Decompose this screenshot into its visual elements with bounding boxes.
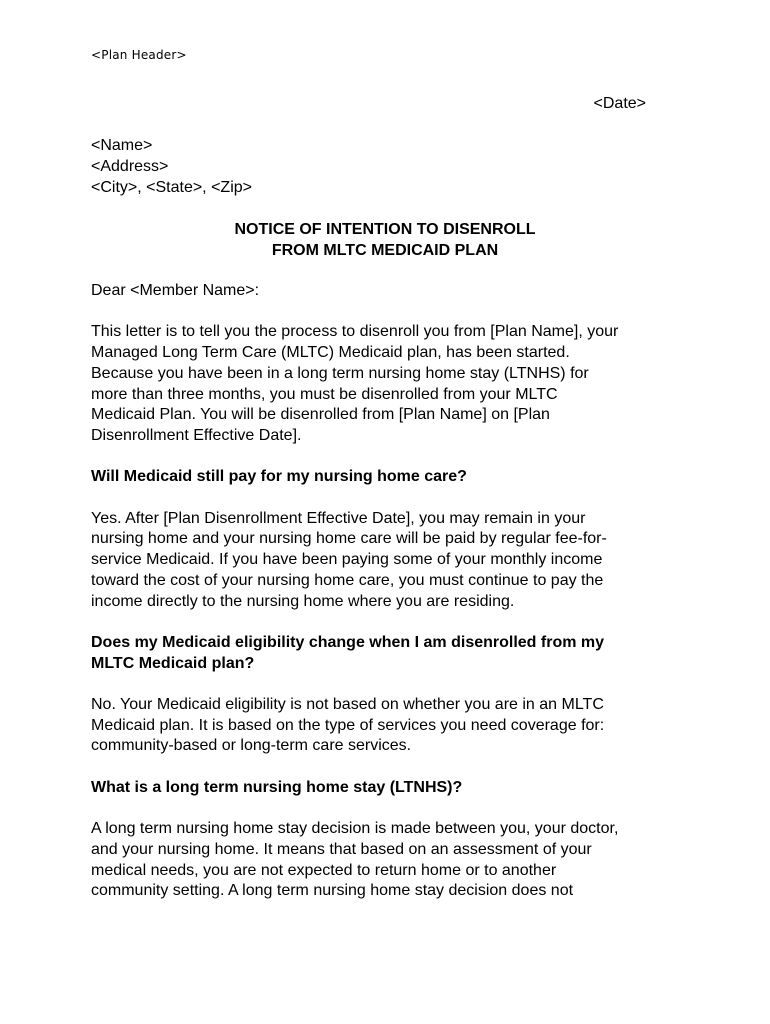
- text-line: more than three months, you must be disenrolled from your MLTC: [91, 385, 558, 403]
- recipient-address: <Address>: [91, 158, 169, 175]
- text-line: No. Your Medicaid eligibility is not based on whether you are in an MLTC: [91, 695, 604, 713]
- text-line: community-based or long-term care services.: [91, 737, 412, 755]
- text-line: Medicaid plan. It is based on the type of services you need coverage for:: [91, 716, 605, 734]
- text-line: service Medicaid. If you have been paying some of your monthly income: [91, 551, 603, 569]
- text-line: and your nursing home. It means that based on an assessment of your: [91, 840, 592, 858]
- text-line: Disenrollment Effective Date].: [91, 426, 302, 444]
- text-line: Will Medicaid still pay for my nursing home care?: [91, 468, 467, 486]
- text-line: Medicaid Plan. You will be disenrolled from [Plan Name] on [Plan: [91, 406, 550, 424]
- text-line: toward the cost of your nursing home care, you must continue to pay the: [91, 571, 604, 589]
- recipient-address-block: [91, 135, 252, 198]
- text-line: Yes. After [Plan Disenrollment Effective Date], you may remain in your: [91, 509, 586, 527]
- notice-title-line: NOTICE OF INTENTION TO DISENROLL: [234, 221, 536, 238]
- letter-body: [91, 281, 681, 923]
- letter-date: <Date>: [593, 95, 646, 112]
- section-question: [91, 633, 681, 674]
- text-line: Does my Medicaid eligibility change when I am disenrolled from my: [91, 633, 605, 651]
- notice-title: [91, 219, 679, 261]
- text-line: medical needs, you are not expected to return home or to another: [91, 861, 557, 879]
- text-line: community setting. A long term nursing home stay decision does not: [91, 882, 574, 900]
- section-answer: [91, 819, 681, 902]
- recipient-name: <Name>: [91, 137, 153, 154]
- section-question: [91, 778, 681, 799]
- intro-paragraph: [91, 322, 681, 446]
- section-answer: [91, 695, 681, 757]
- salutation: Dear <Member Name>:: [91, 282, 260, 299]
- text-line: MLTC Medicaid plan?: [91, 654, 255, 672]
- plan-header: <Plan Header>: [91, 48, 187, 62]
- text-line: A long term nursing home stay decision is made between you, your doctor,: [91, 820, 619, 838]
- text-line: nursing home and your nursing home care will be paid by regular fee-for-: [91, 530, 607, 548]
- notice-title-line: FROM MLTC MEDICAID PLAN: [271, 242, 499, 259]
- text-line: This letter is to tell you the process to disenroll you from [Plan Name], your: [91, 323, 619, 341]
- text-line: Because you have been in a long term nursing home stay (LTNHS) for: [91, 364, 589, 382]
- recipient-city-state-zip: <City>, <State>, <Zip>: [91, 179, 252, 196]
- text-line: Managed Long Term Care (MLTC) Medicaid plan, has been started.: [91, 344, 570, 362]
- section-answer: [91, 509, 681, 613]
- text-line: income directly to the nursing home where you are residing.: [91, 592, 515, 610]
- text-line: What is a long term nursing home stay (LTNHS)?: [91, 778, 463, 796]
- section-question: [91, 467, 681, 488]
